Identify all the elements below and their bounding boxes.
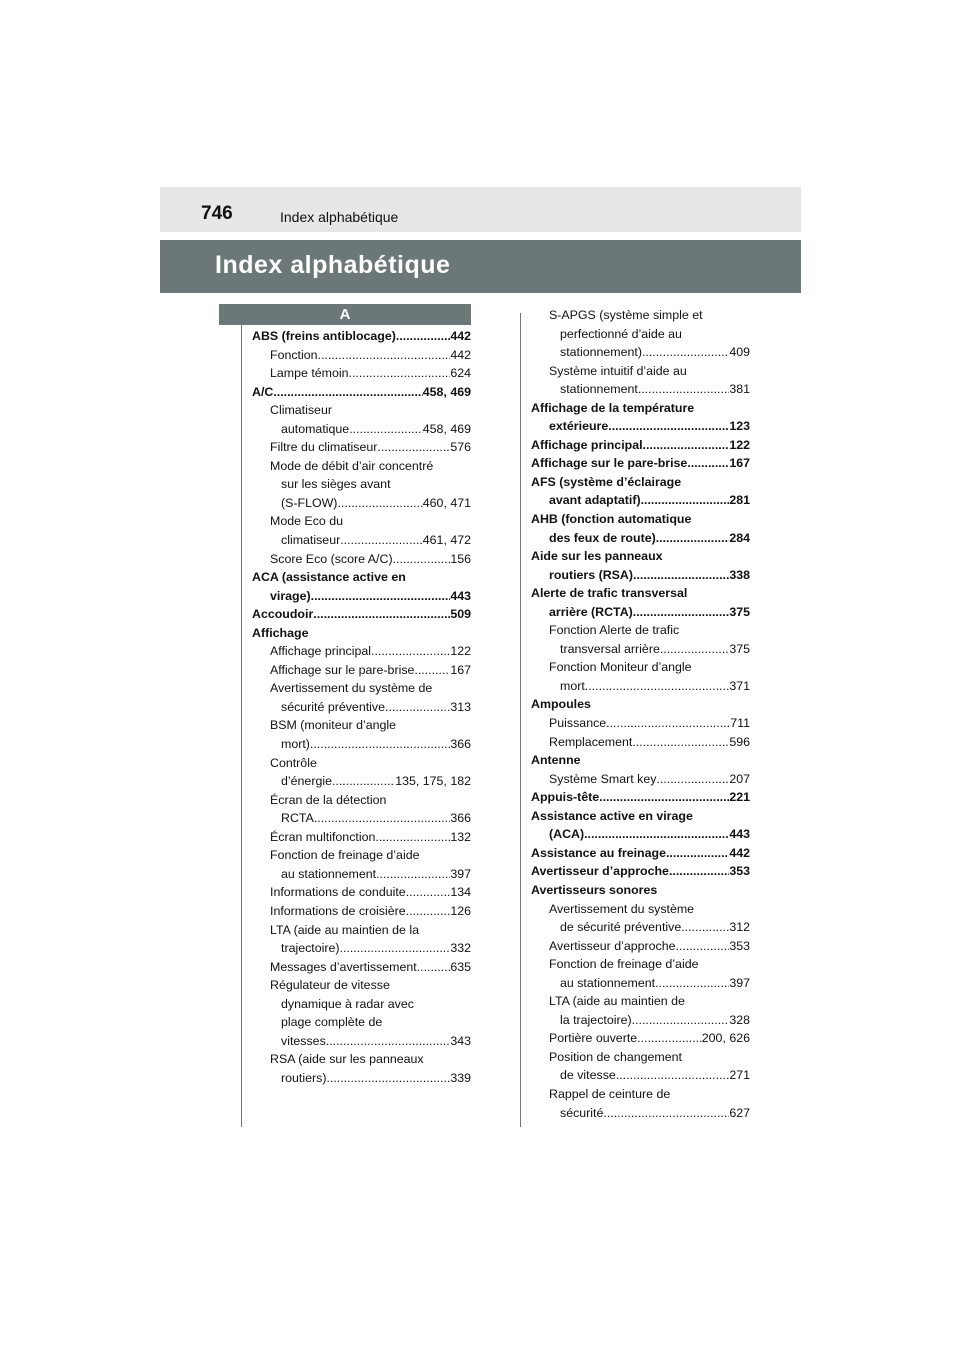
index-entry-page: 122: [450, 644, 471, 659]
index-entry-text: virage): [270, 588, 311, 603]
leader-dots: [603, 1104, 729, 1123]
leader-dots: [616, 1066, 730, 1085]
index-entry-text: stationnement): [560, 345, 642, 360]
index-entry-page: 442: [729, 845, 750, 860]
index-entry-text: routiers (RSA): [549, 567, 633, 582]
index-entry-page: 122: [729, 437, 750, 452]
index-entry-text: la trajectoire): [560, 1012, 632, 1027]
index-entry-page: 312: [729, 920, 750, 935]
index-entry-page: 221: [729, 790, 750, 805]
leader-dots: [337, 494, 422, 513]
index-entry-page: 375: [729, 604, 750, 619]
index-entry: [531, 918, 750, 937]
index-entry-text: Appuis-tête: [531, 790, 600, 805]
leader-dots: [310, 735, 450, 754]
page-title: Index alphabétique: [215, 251, 451, 279]
index-entry-text: Avertisseurs sonores: [531, 882, 658, 897]
index-entry: [252, 995, 471, 1014]
index-entry-text: Avertissement du système: [549, 901, 695, 916]
index-entry: [252, 772, 471, 791]
index-entry: [252, 438, 471, 457]
index-entry-text: Score Eco (score A/C): [270, 551, 393, 566]
index-entry-page: 627: [729, 1105, 750, 1120]
index-entry-text: des feux de route): [549, 530, 656, 545]
index-entry-text: BSM (moniteur d’angle: [270, 718, 397, 733]
leader-dots: [332, 772, 395, 791]
index-entry: [252, 1013, 471, 1032]
index-entry-page: 313: [450, 699, 471, 714]
index-entry: [252, 754, 471, 773]
index-entry-text: extérieure: [549, 419, 609, 434]
index-entry: [531, 974, 750, 993]
index-entry-text: (S-FLOW): [281, 495, 338, 510]
index-entry-text: au stationnement: [281, 866, 377, 881]
index-entry: [531, 788, 750, 807]
index-entry: [531, 807, 750, 826]
index-entry-page: 443: [729, 827, 750, 842]
page-number: 746: [201, 203, 233, 224]
index-entry-page: 461, 472: [422, 533, 471, 548]
index-entry-text: Mode de débit d’air concentré: [270, 458, 434, 473]
index-entry: [531, 529, 750, 548]
index-entry: [252, 958, 471, 977]
index-entry-text: Puissance: [549, 716, 607, 731]
index-entry-text: Filtre du climatiseur: [270, 440, 378, 455]
index-entry-page: 624: [450, 366, 471, 381]
header-section-title: Index alphabétique: [280, 209, 399, 225]
leader-dots: [638, 380, 729, 399]
index-entry-page: 167: [729, 456, 750, 471]
leader-dots: [393, 550, 451, 569]
index-entry-text: Fonction de freinage d’aide: [270, 848, 420, 863]
index-entry-page: 635: [450, 959, 471, 974]
index-entry-text: Affichage sur le pare-brise: [531, 456, 688, 471]
leader-dots: [641, 491, 730, 510]
index-entry-text: Affichage: [252, 625, 309, 640]
leader-dots: [676, 937, 730, 956]
index-entry: [252, 494, 471, 513]
index-entry: [531, 862, 750, 881]
index-entry-text: transversal arrière: [560, 641, 660, 656]
index-entry: [252, 624, 471, 643]
leader-dots: [417, 958, 451, 977]
leader-dots: [377, 438, 450, 457]
index-entry-text: A/C: [252, 384, 274, 399]
index-entry-page: 132: [450, 829, 471, 844]
index-entry-page: 200, 626: [701, 1031, 750, 1046]
index-entry-text: Antenne: [531, 753, 581, 768]
index-entry-page: 442: [450, 347, 471, 362]
index-entry-page: 443: [450, 588, 471, 603]
index-entry-text: climatiseur: [281, 533, 341, 548]
index-entry-text: Lampe témoin: [270, 366, 349, 381]
index-entry-text: LTA (aide au maintien de: [549, 994, 685, 1009]
leader-dots: [349, 364, 451, 383]
leader-dots: [406, 883, 451, 902]
index-entry-text: Fonction de freinage d’aide: [549, 957, 699, 972]
index-entry-page: 271: [729, 1068, 750, 1083]
index-entry-page: 156: [450, 551, 471, 566]
index-entry-page: 458, 469: [422, 384, 471, 399]
index-entry: [252, 327, 471, 346]
index-entry-text: (ACA): [549, 827, 585, 842]
index-entry: [252, 865, 471, 884]
index-entry: [252, 809, 471, 828]
index-entry-page: 284: [729, 530, 750, 545]
index-entry-text: de vitesse: [560, 1068, 616, 1083]
index-entry: [531, 603, 750, 622]
index-entry: [531, 955, 750, 974]
index-entry: [252, 1050, 471, 1069]
index-entry-page: 332: [450, 941, 471, 956]
index-entry: [252, 512, 471, 531]
leader-dots: [311, 587, 451, 606]
index-entry-text: RCTA: [281, 811, 314, 826]
leader-dots: [660, 640, 729, 659]
index-entry-page: 339: [450, 1070, 471, 1085]
leader-dots: [599, 788, 729, 807]
leader-dots: [340, 531, 423, 550]
index-entry: [531, 491, 750, 510]
index-entry-page: 371: [729, 678, 750, 693]
index-entry-text: Fonction Moniteur d’angle: [549, 660, 692, 675]
index-entry-page: 353: [729, 938, 750, 953]
index-entry-page: 458, 469: [422, 421, 471, 436]
index-entry: [531, 695, 750, 714]
index-entry: [531, 881, 750, 900]
leader-dots: [375, 828, 450, 847]
index-entry-page: 381: [729, 382, 750, 397]
index-entry-text: Fonction: [270, 347, 318, 362]
index-entry-page: 397: [450, 866, 471, 881]
index-entry-text: sécurité: [560, 1105, 604, 1120]
leader-dots: [414, 661, 450, 680]
index-entry-text: Climatiseur: [270, 403, 332, 418]
index-entry: [252, 1032, 471, 1051]
index-entry-text: Écran multifonction: [270, 829, 376, 844]
index-entry-text: Assistance active en virage: [531, 808, 693, 823]
index-entry-text: Affichage principal: [531, 437, 643, 452]
leader-dots: [666, 844, 729, 863]
index-entry-page: 397: [729, 975, 750, 990]
leader-dots: [371, 642, 450, 661]
index-entry-text: avant adaptatif): [549, 493, 641, 508]
index-entry: [531, 640, 750, 659]
index-entry-text: Remplacement: [549, 734, 633, 749]
leader-dots: [585, 677, 730, 696]
index-entry-text: Ampoules: [531, 697, 591, 712]
index-entry-page: 343: [450, 1033, 471, 1048]
index-entry-page: 134: [450, 885, 471, 900]
index-entry-text: Système Smart key: [549, 771, 657, 786]
index-entry: [531, 825, 750, 844]
index-entry-text: ACA (assistance active en: [252, 570, 406, 585]
index-entry: [531, 454, 750, 473]
leader-dots: [608, 417, 729, 436]
index-entry: [252, 587, 471, 606]
index-entry-text: dynamique à radar avec: [281, 996, 414, 1011]
index-entry: [252, 550, 471, 569]
index-entry: [252, 457, 471, 476]
index-entry: [252, 605, 471, 624]
index-entry: [252, 846, 471, 865]
index-entry-text: Régulateur de vitesse: [270, 978, 390, 993]
index-entry: [252, 346, 471, 365]
index-entry: [252, 735, 471, 754]
index-entry: [252, 1069, 471, 1088]
index-entry-text: Écran de la détection: [270, 792, 387, 807]
index-entry: [252, 716, 471, 735]
index-entry: [531, 362, 750, 381]
index-entry: [531, 621, 750, 640]
index-entry-text: ABS (freins antiblocage): [252, 329, 396, 343]
index-entry-page: 366: [450, 737, 471, 752]
index-entry: [252, 791, 471, 810]
index-entry: [252, 883, 471, 902]
index-entry-text: perfectionné d’aide au: [560, 326, 682, 341]
index-entry: [531, 547, 750, 566]
index-entry: [252, 679, 471, 698]
index-entry-text: Avertissement du système de: [270, 681, 433, 696]
index-entry: [252, 364, 471, 383]
index-entry: [252, 568, 471, 587]
index-entry: [531, 399, 750, 418]
index-entry: [531, 992, 750, 1011]
index-entry: [252, 401, 471, 420]
index-entry-text: Accoudoir: [252, 607, 314, 622]
index-entry: [252, 902, 471, 921]
index-entry-page: 576: [450, 440, 471, 455]
index-entry-page: 338: [729, 567, 750, 582]
index-entry-text: Système intuitif d’aide au: [549, 363, 687, 378]
index-entry-text: sur les sièges avant: [281, 477, 391, 492]
index-entry-text: Affichage de la température: [531, 400, 695, 415]
leader-dots: [606, 714, 730, 733]
index-entry: [531, 1048, 750, 1067]
index-entry-page: 135, 175, 182: [395, 774, 471, 789]
index-entry-text: Aide sur les panneaux: [531, 549, 663, 564]
index-entry: [531, 306, 750, 325]
index-entry-page: 409: [729, 345, 750, 360]
leader-dots: [669, 862, 729, 881]
leader-dots: [406, 902, 451, 921]
index-entry-text: sécurité préventive: [281, 699, 385, 714]
index-entry: [531, 343, 750, 362]
index-entry-text: Affichage principal: [270, 644, 372, 659]
index-entry-text: Informations de croisière: [270, 903, 406, 918]
index-entry: [531, 1029, 750, 1048]
leader-dots: [656, 529, 730, 548]
leader-dots: [655, 974, 729, 993]
leader-dots: [633, 603, 730, 622]
index-entry: [252, 531, 471, 550]
index-entry-page: 167: [450, 662, 471, 677]
index-entry: [252, 383, 471, 402]
leader-dots: [349, 420, 423, 439]
index-entry: [531, 1104, 750, 1123]
leader-dots: [314, 809, 451, 828]
index-column-right: [531, 306, 750, 1122]
index-entry: [531, 1066, 750, 1085]
index-entry-text: Informations de conduite: [270, 885, 406, 900]
index-entry-page: 509: [450, 607, 471, 622]
index-entry: [531, 714, 750, 733]
index-entry: [252, 976, 471, 995]
index-entry: [531, 900, 750, 919]
index-entry: [252, 642, 471, 661]
index-entry-text: au stationnement: [560, 975, 656, 990]
index-entry-text: arrière (RCTA): [549, 604, 633, 619]
index-entry-text: trajectoire): [281, 941, 340, 956]
index-entry-page: 375: [729, 641, 750, 656]
index-entry-page: 596: [729, 734, 750, 749]
leader-dots: [396, 327, 450, 346]
index-entry-text: Avertisseur d’approche: [549, 938, 676, 953]
index-entry-text: Contrôle: [270, 755, 317, 770]
index-entry-text: LTA (aide au maintien de la: [270, 922, 420, 937]
index-entry-text: Position de changement: [549, 1049, 682, 1064]
index-entry: [531, 325, 750, 344]
index-entry-text: AFS (système d’éclairage: [531, 474, 682, 489]
index-entry-page: 207: [729, 771, 750, 786]
index-entry-text: routiers): [281, 1070, 327, 1085]
column-divider-right: [520, 313, 521, 1127]
index-entry-text: S-APGS (système simple et: [549, 308, 703, 322]
section-letter-header: A: [219, 304, 471, 325]
leader-dots: [326, 1069, 450, 1088]
index-entry-page: 123: [729, 419, 750, 434]
leader-dots: [637, 1029, 702, 1048]
index-entry: [531, 751, 750, 770]
index-entry-page: 711: [730, 716, 750, 731]
index-entry: [531, 473, 750, 492]
index-entry-page: 442: [450, 329, 471, 343]
index-entry-text: Affichage sur le pare-brise: [270, 662, 415, 677]
index-entry-text: Fonction Alerte de trafic: [549, 623, 680, 638]
leader-dots: [633, 566, 729, 585]
index-entry: [531, 566, 750, 585]
index-entry-text: d’énergie: [281, 774, 332, 789]
leader-dots: [385, 698, 450, 717]
index-entry: [531, 1085, 750, 1104]
leader-dots: [376, 865, 450, 884]
leader-dots: [273, 383, 422, 402]
index-entry-text: automatique: [281, 421, 350, 436]
leader-dots: [632, 733, 729, 752]
leader-dots: [340, 939, 451, 958]
index-entry: [531, 677, 750, 696]
index-entry: [252, 921, 471, 940]
index-entry: [252, 475, 471, 494]
index-entry-page: 353: [729, 864, 750, 879]
index-entry-text: Messages d’avertissement: [270, 959, 417, 974]
index-entry-text: Avertisseur d’approche: [531, 864, 669, 879]
leader-dots: [318, 346, 451, 365]
index-entry-text: plage complète de: [281, 1015, 383, 1030]
index-entry-text: Rappel de ceinture de: [549, 1086, 671, 1101]
header-bar: [160, 187, 801, 232]
leader-dots: [681, 918, 729, 937]
column-divider-left: [241, 304, 242, 1127]
index-entry: [531, 658, 750, 677]
index-entry-text: mort: [560, 678, 585, 693]
index-entry-text: Mode Eco du: [270, 514, 344, 529]
leader-dots: [313, 605, 450, 624]
index-entry: [252, 661, 471, 680]
index-entry: [531, 584, 750, 603]
index-entry-text: AHB (fonction automatique: [531, 512, 692, 527]
leader-dots: [642, 343, 729, 362]
index-entry-text: vitesses: [281, 1033, 326, 1048]
index-entry-page: 460, 471: [422, 495, 471, 510]
index-entry-text: RSA (aide sur les panneaux: [270, 1052, 424, 1067]
leader-dots: [584, 825, 729, 844]
index-entry: [531, 733, 750, 752]
index-entry-page: 328: [729, 1012, 750, 1027]
index-entry: [531, 1011, 750, 1030]
index-entry-text: stationnement: [560, 382, 638, 397]
index-entry: [531, 510, 750, 529]
index-entry: [531, 937, 750, 956]
index-entry-text: Assistance au freinage: [531, 845, 666, 860]
index-entry: [531, 844, 750, 863]
index-entry-text: mort): [281, 737, 310, 752]
index-entry-page: 126: [450, 903, 471, 918]
index-column-left: [252, 327, 471, 1087]
index-entry-text: Portière ouverte: [549, 1031, 638, 1046]
index-entry-page: 366: [450, 811, 471, 826]
leader-dots: [687, 454, 729, 473]
index-entry: [531, 380, 750, 399]
leader-dots: [656, 770, 729, 789]
index-entry: [531, 770, 750, 789]
leader-dots: [643, 436, 730, 455]
index-entry-text: de sécurité préventive: [560, 920, 682, 935]
index-entry: [531, 436, 750, 455]
leader-dots: [632, 1011, 730, 1030]
index-entry: [531, 417, 750, 436]
index-entry: [252, 698, 471, 717]
index-entry-text: Alerte de trafic transversal: [531, 586, 688, 601]
index-entry-page: 281: [729, 493, 750, 508]
index-entry: [252, 420, 471, 439]
index-entry: [252, 939, 471, 958]
leader-dots: [326, 1032, 451, 1051]
index-entry: [252, 828, 471, 847]
